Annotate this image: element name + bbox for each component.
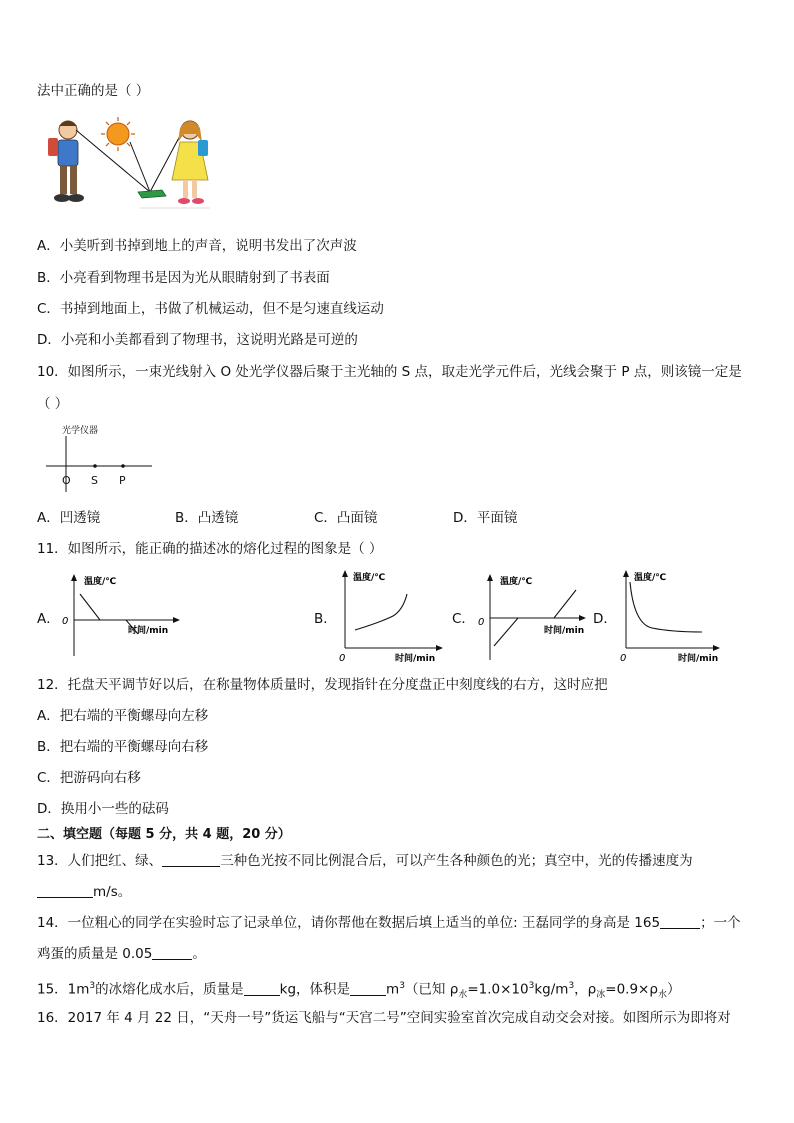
- graph-d-xlabel: 时间/min: [678, 654, 719, 664]
- q14-blank-2[interactable]: [152, 945, 192, 960]
- q13-blank-2[interactable]: [37, 883, 93, 898]
- section-heading: 二、填空题（每题 5 分，共 4 题，20 分）: [37, 827, 291, 842]
- label-o: O: [62, 474, 71, 487]
- book-figure: [138, 190, 166, 198]
- point-p: [121, 464, 125, 468]
- q15-text-2: 的冰熔化成水后，质量是: [95, 981, 244, 998]
- boy-figure: [48, 121, 84, 202]
- q14-blank-1[interactable]: [660, 914, 700, 929]
- graph-c-xlabel: 时间/min: [544, 626, 585, 636]
- q15-sub-2: 冰: [596, 990, 606, 1001]
- graph-a-origin: 0: [62, 616, 69, 627]
- q10-option-d: D．平面镜: [453, 510, 518, 526]
- q15-blank-2[interactable]: [350, 981, 386, 996]
- label-s: S: [91, 474, 98, 487]
- q14-text-3: 鸡蛋的质量是 0.05: [37, 946, 153, 962]
- q15-line: [37, 976, 680, 1005]
- q10-option-c: C．凸面镜: [314, 510, 378, 526]
- q13-line1: [37, 851, 693, 871]
- graph-b-origin: 0: [339, 653, 346, 664]
- q9-stem-tail: 法中正确的是（ ）: [37, 83, 150, 99]
- q15-text-1: 15．1m: [37, 981, 90, 998]
- graph-a-xlabel: 时间/min: [128, 626, 169, 636]
- q15-text-8: ，ρ: [574, 981, 597, 998]
- graph-b: [333, 566, 448, 666]
- graph-d-origin: 0: [620, 653, 627, 664]
- graph-d-curve: [630, 582, 702, 632]
- q12-option-d: D．换用小一些的砝码: [37, 801, 169, 817]
- q15-sub-1: 水: [458, 990, 468, 1001]
- graph-c-ylabel: 温度/℃: [500, 577, 533, 587]
- q10-stem: 10．如图所示，一束光线射入 O 处光学仪器后聚于主光轴的 S 点，取走光学元件后，光线会聚于 P 点，则该镜一定是: [37, 364, 742, 380]
- sun-figure: [101, 117, 135, 151]
- q15-sub-3: 水: [657, 990, 667, 1001]
- graph-b-curve: [355, 594, 407, 630]
- q16-stem: 16．2017 年 4 月 22 日，“天舟一号”货运飞船与“天宫二号”空间实验室首次完成自动交会对接。如图所示为即将对: [37, 1010, 731, 1026]
- graph-b-letter: B．: [314, 611, 337, 627]
- q15-sup-3: 3: [528, 981, 535, 991]
- q15-sup-1: 3: [89, 981, 96, 991]
- q12-option-a: A．把右端的平衡螺母向左移: [37, 708, 209, 724]
- q13-blank-1[interactable]: [162, 852, 220, 867]
- graph-b-ylabel: 温度/℃: [353, 573, 386, 583]
- q13-text-1: 13．人们把红、绿、: [37, 853, 163, 869]
- q15-text-4: m: [386, 981, 400, 998]
- q12-option-b: B．把右端的平衡螺母向右移: [37, 739, 209, 755]
- q9-option-a: A．小美听到书掉到地上的声音，说明书发出了次声波: [37, 238, 357, 254]
- graph-c: [472, 570, 587, 662]
- q9-illustration: [40, 112, 220, 218]
- graph-c-letter: C．: [452, 611, 475, 627]
- q9-option-b: B．小亮看到物理书是因为光从眼睛射到了书表面: [37, 270, 330, 286]
- point-s: [93, 464, 97, 468]
- q13-text-3: m/s。: [93, 884, 132, 900]
- graph-d-letter: D．: [593, 611, 617, 627]
- q15-sup-4: 3: [568, 981, 575, 991]
- q15-text-3: kg，体积是: [279, 981, 351, 998]
- q9-option-d: D．小亮和小美都看到了物理书，这说明光路是可逆的: [37, 332, 358, 348]
- graph-a: [56, 570, 186, 660]
- q12-stem: 12．托盘天平调节好以后，在称量物体质量时，发现指针在分度盘正中刻度线的右方，这时应把: [37, 677, 608, 693]
- graph-a-ylabel: 温度/℃: [84, 577, 117, 587]
- q13-text-2: 三种色光按不同比例混合后，可以产生各种颜色的光；真空中，光的传播速度为: [220, 853, 693, 869]
- q15-sup-2: 3: [399, 981, 405, 991]
- q10-optics-figure: [40, 422, 160, 492]
- q10-stem-tail: （ ）: [37, 396, 69, 412]
- graph-d: [612, 566, 727, 666]
- graph-b-xlabel: 时间/min: [395, 654, 436, 664]
- q15-blank-1[interactable]: [244, 981, 280, 996]
- q15-text-9: =0.9×ρ: [605, 981, 658, 998]
- graph-c-origin: 0: [478, 617, 485, 628]
- q14-text-2: ；一个: [700, 915, 741, 931]
- graph-d-ylabel: 温度/℃: [634, 573, 667, 583]
- q14-line2: [37, 944, 206, 964]
- q10-option-a: A．凹透镜: [37, 510, 101, 526]
- q14-text-4: 。: [192, 946, 206, 962]
- q15-text-5: （已知 ρ: [404, 981, 459, 998]
- q13-line2: [37, 882, 131, 902]
- q15-text-10: ）: [666, 981, 681, 998]
- girl-figure: [172, 121, 208, 204]
- q14-line1: [37, 913, 741, 933]
- optics-caption: 光学仪器: [62, 426, 99, 436]
- q14-text-1: 14．一位粗心的同学在实验时忘了记录单位，请你帮他在数据后填上适当的单位: 王磊同学的身高是 165: [37, 915, 661, 931]
- graph-a-letter: A．: [37, 611, 60, 627]
- q15-text-6: =1.0×10: [467, 981, 529, 998]
- q9-option-c: C．书掉到地面上，书做了机械运动，但不是匀速直线运动: [37, 301, 384, 317]
- q15-text-7: kg/m: [534, 981, 569, 998]
- label-p: P: [119, 474, 126, 487]
- q11-stem: 11．如图所示，能正确的描述冰的熔化过程的图象是（ ）: [37, 541, 383, 557]
- q12-option-c: C．把游码向右移: [37, 770, 141, 786]
- q10-option-b: B．凸透镜: [175, 510, 239, 526]
